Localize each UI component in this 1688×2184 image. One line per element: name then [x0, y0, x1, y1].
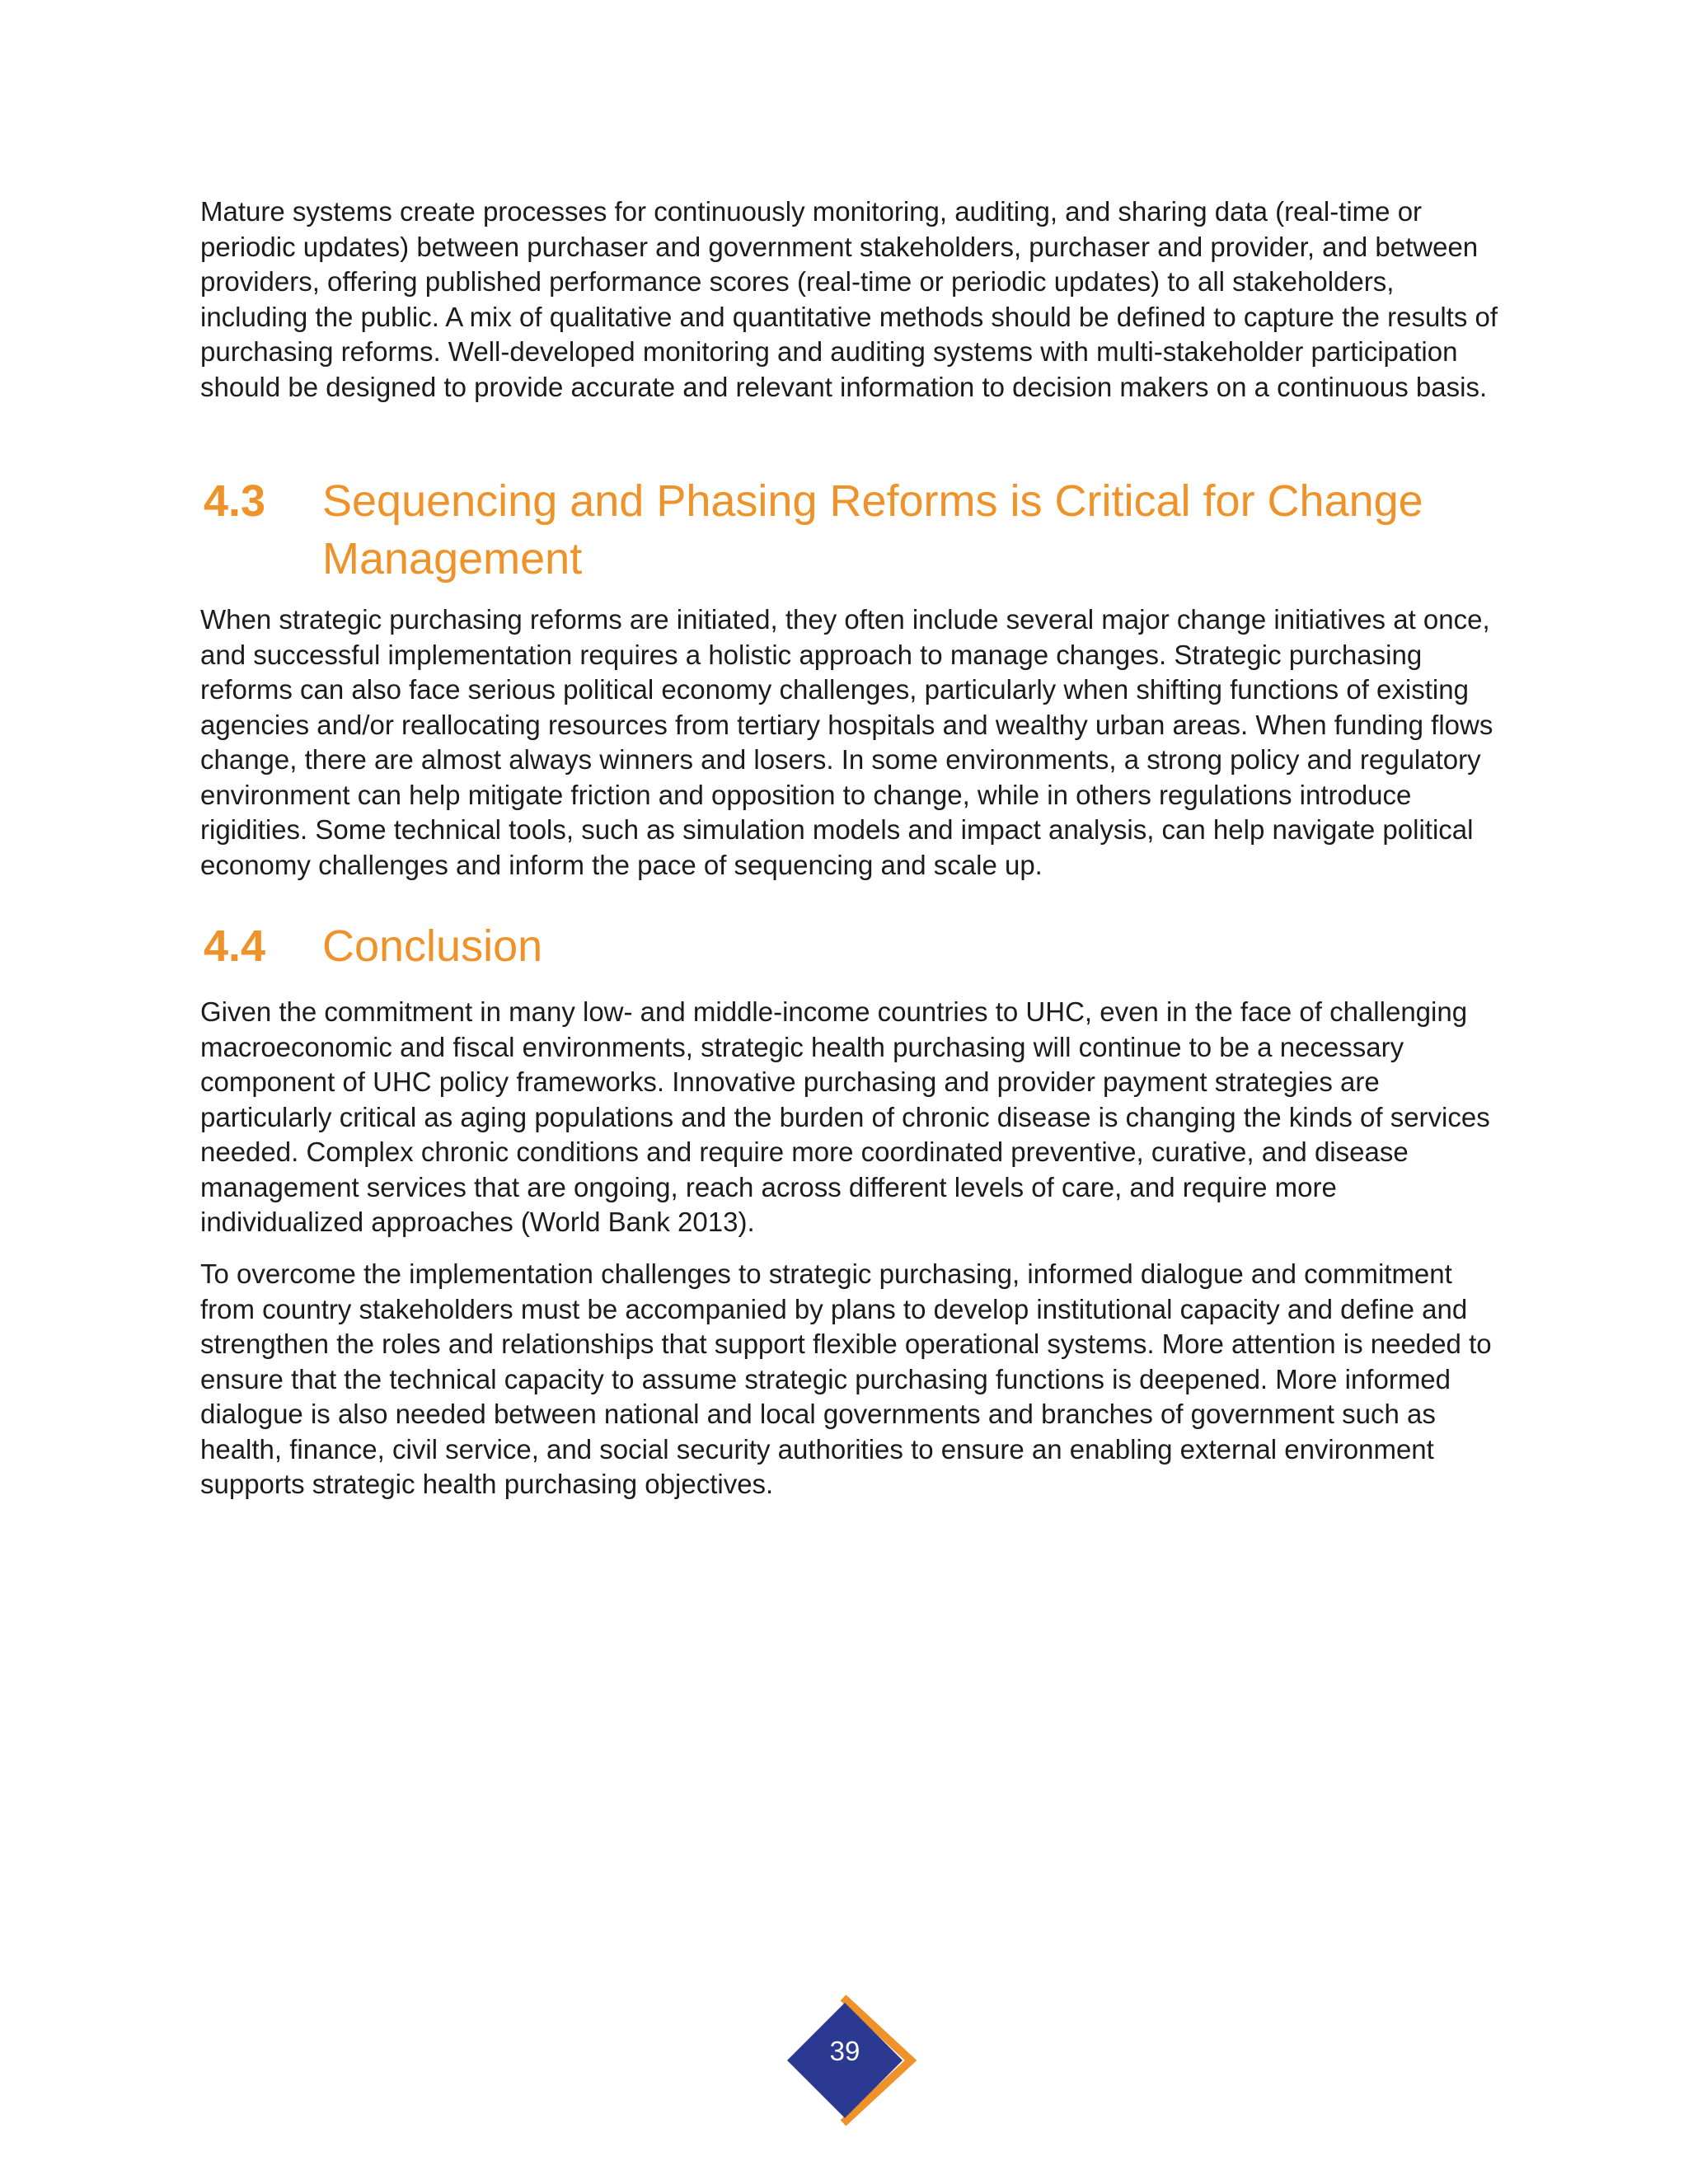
section-heading-4-3 [200, 472, 1560, 588]
section-title: Conclusion [322, 921, 543, 971]
page-number-badge [787, 1994, 919, 2126]
paragraph-conclusion-1: Given the commitment in many low- and middle-income countries to UHC, even in the face of challenging macroeconomic and fiscal environments, strategic health purchasing will continue to be a necessary component of UHC policy frameworks. Innovative purchasing and provider payment strategies are particularly critical as aging populations and the burden of chronic disease is changing the kinds of services needed. Complex chronic conditions and require more coordinated preventive, curative, and disease management services that are ongoing, reach across different levels of care, and require more individualized approaches (World Bank 2013). [200, 996, 1490, 1237]
section-number: 4.3 [204, 476, 266, 526]
page-number: 39 [829, 2036, 860, 2066]
section-title: Sequencing and Phasing Reforms is Critical for Change Management [322, 476, 1423, 583]
paragraph-monitoring: Mature systems create processes for continuously monitoring, auditing, and sharing data (real-time or periodic updates) between purchaser and government stakeholders, purchaser and provider, and between providers, offering published performance scores (real-time or periodic updates) to all stakeholders, including the public. A mix of qualitative and quantitative methods should be defined to capture the results of purchasing reforms. Well-developed monitoring and auditing systems with multi-stakeholder participation should be designed to provide accurate and relevant information to decision makers on a continuous basis. [200, 196, 1498, 402]
paragraph-sequencing: When strategic purchasing reforms are initiated, they often include several major change initiatives at once, and successful implementation requires a holistic approach to manage changes. Strategic purchasing reforms can also face serious political economy challenges, particularly when shifting functions of existing agencies and/or reallocating resources from tertiary hospitals and wealthy urban areas. When funding flows change, there are almost always winners and losers. In some environments, a strong policy and regulatory environment can help mitigate friction and opposition to change, while in others regulations introduce rigidities. Some technical tools, such as simulation models and impact analysis, can help navigate political economy challenges and inform the pace of sequencing and scale up. [200, 604, 1493, 880]
section-number: 4.4 [204, 921, 266, 971]
paragraph-conclusion-2: To overcome the implementation challenges to strategic purchasing, informed dialogue and commitment from country stakeholders must be accompanied by plans to develop institutional capacity and define and strengthen the roles and relationships that support flexible operational systems. More attention is needed to ensure that the technical capacity to assume strategic purchasing functions is deepened. More informed dialogue is also needed between national and local governments and branches of government such as health, finance, civil service, and social security authorities to ensure an enabling external environment supports strategic health purchasing objectives. [200, 1258, 1492, 1499]
section-heading-4-4 [200, 917, 1560, 975]
